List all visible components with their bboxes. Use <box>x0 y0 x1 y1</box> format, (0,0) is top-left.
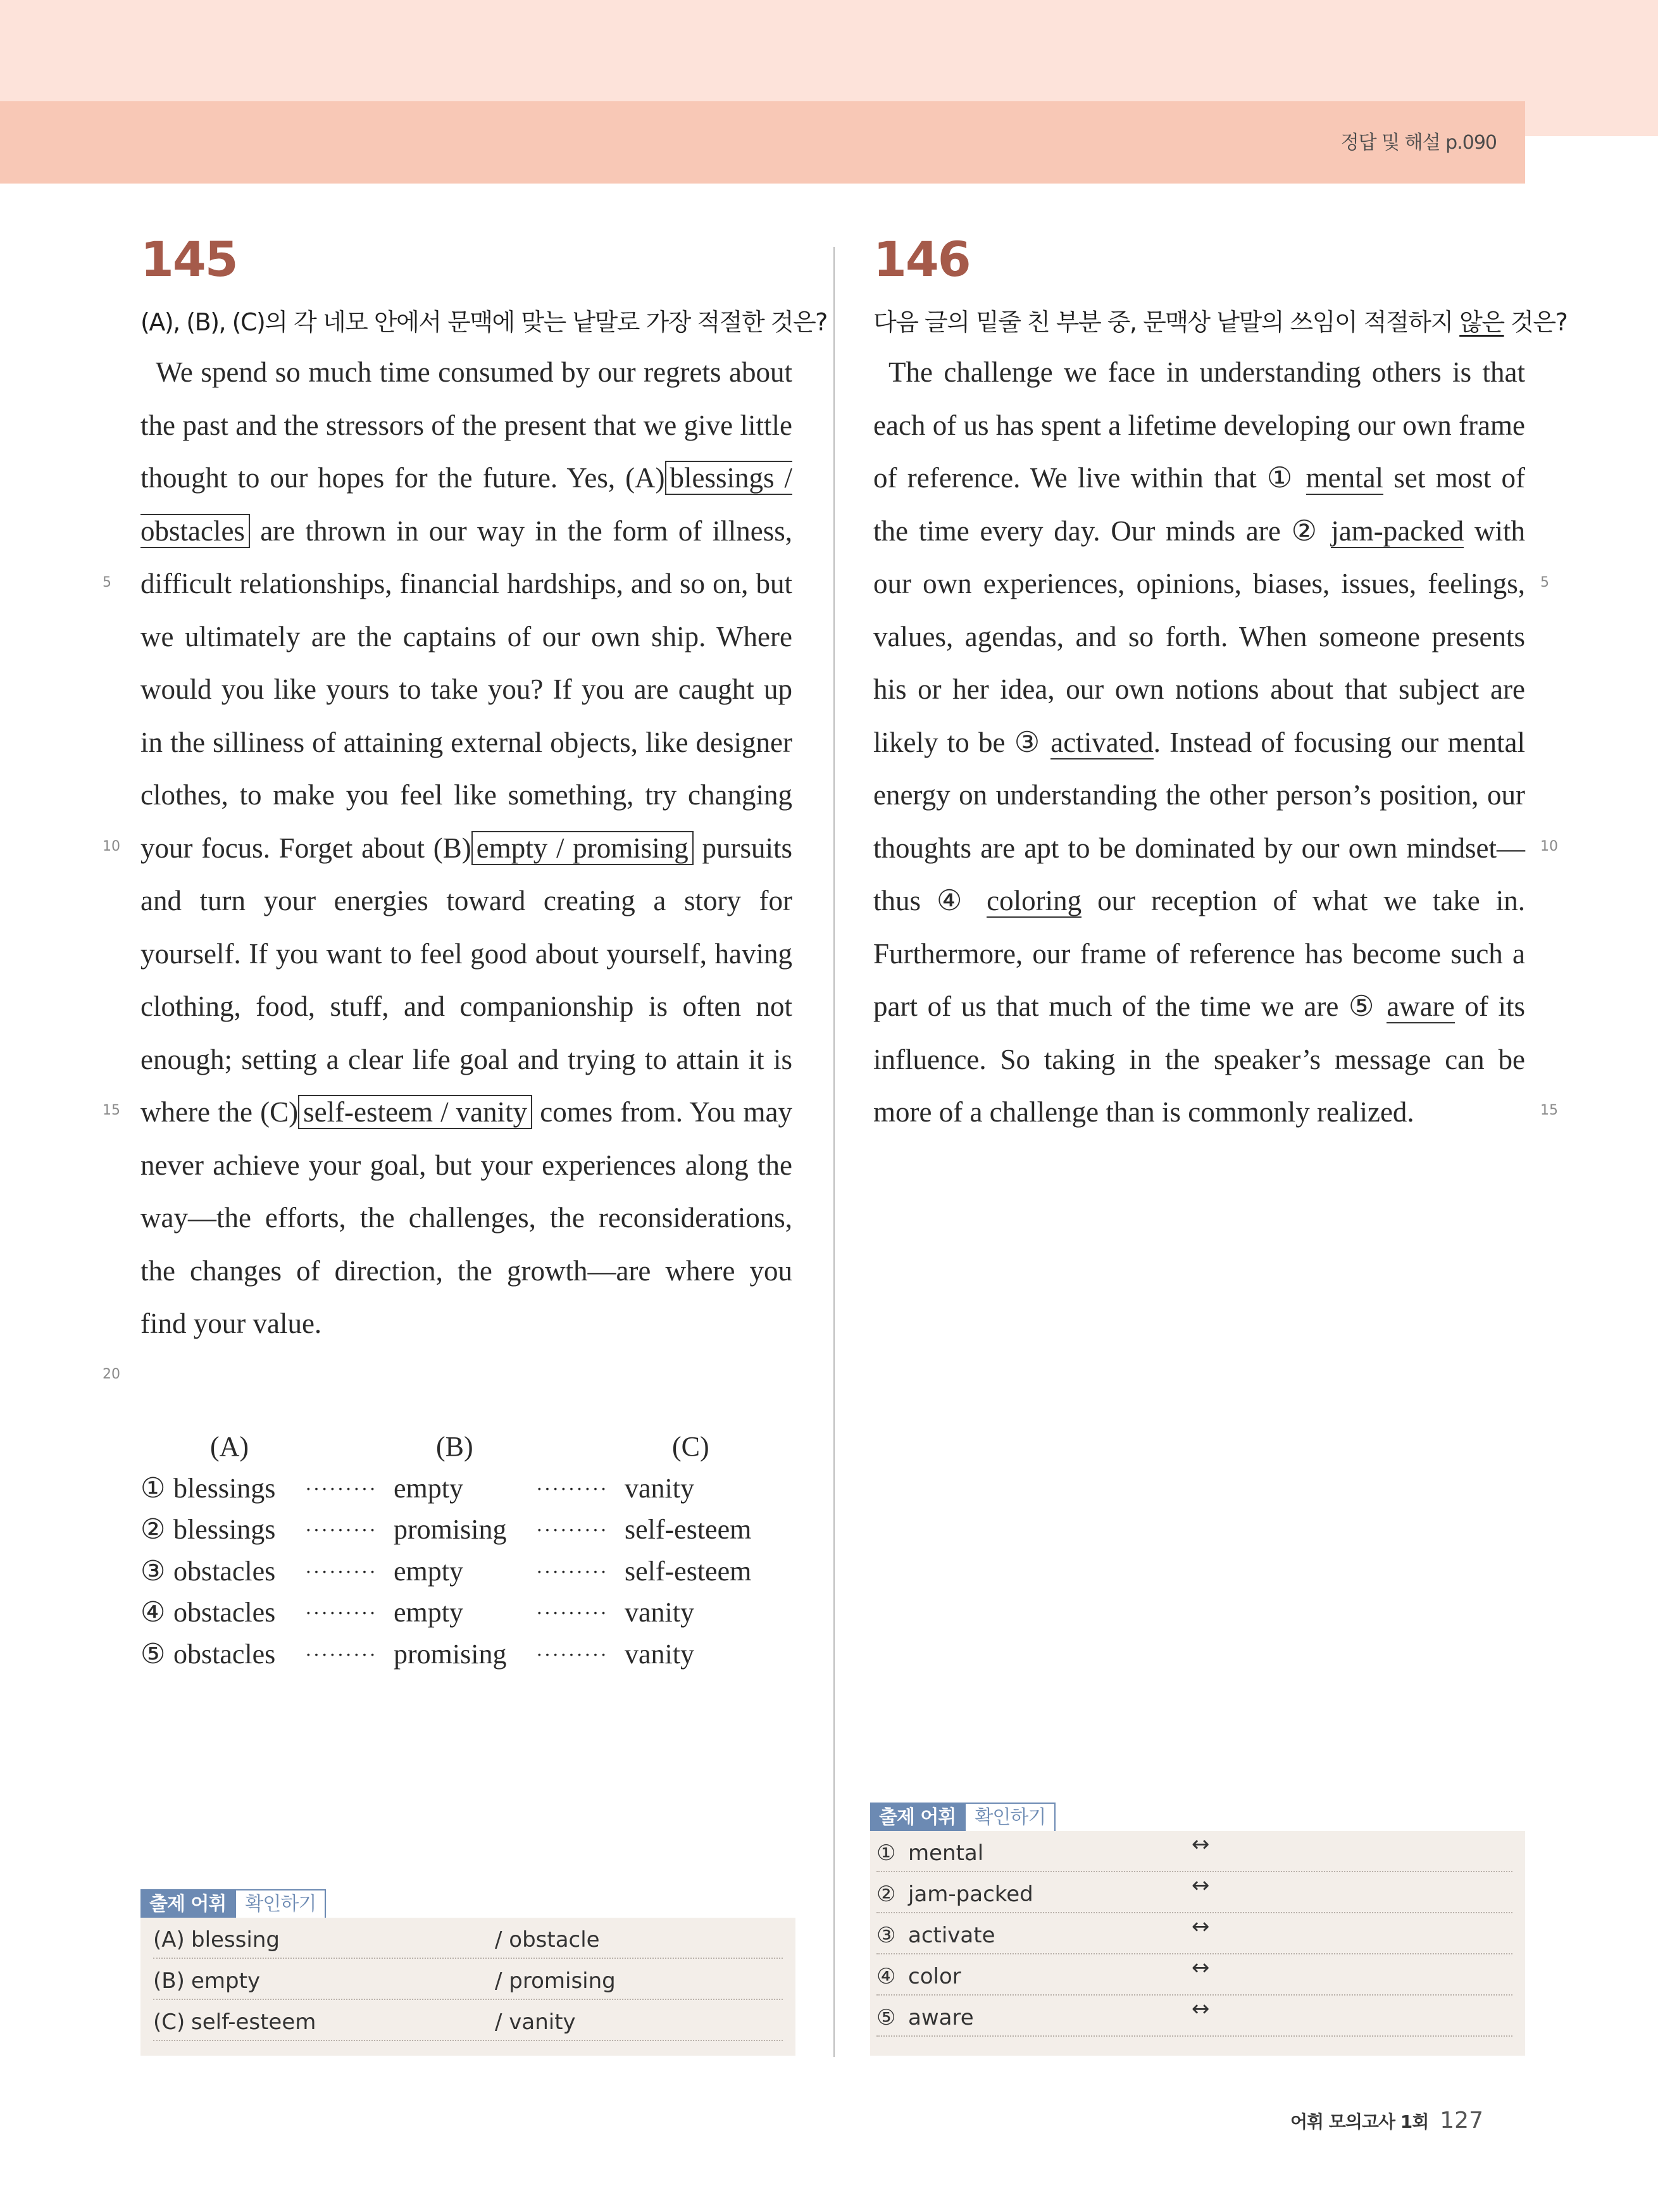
line-number: 10 <box>103 839 120 854</box>
answer-reference: 정답 및 해설 p.090 <box>1340 132 1497 154</box>
dot-leader: ········· <box>536 1601 608 1624</box>
choice-box-a: blessings / obstacles <box>140 462 792 547</box>
line-number: 10 <box>1540 839 1558 854</box>
double-arrow-icon: ↔ <box>1192 1914 1210 1939</box>
option-number: ⑤ <box>140 1638 166 1670</box>
vocab-row <box>153 2000 783 2041</box>
line-number: 15 <box>103 1103 120 1118</box>
vocab-num: ② <box>876 1882 896 1907</box>
vocab-num: ⑤ <box>876 2005 896 2030</box>
option-b: empty <box>394 1472 463 1504</box>
dot-leader: ········· <box>536 1518 608 1541</box>
vocab-tag-sub: 확인하기 <box>235 1889 326 1920</box>
vocab-pair: / promising <box>495 1968 616 1994</box>
vocab-tag-sub: 확인하기 <box>964 1803 1056 1833</box>
vocab-num: ④ <box>876 1964 896 1989</box>
vocab-row <box>876 1872 1512 1913</box>
option-c: vanity <box>625 1472 694 1504</box>
passage-text: We spend so much time consumed by our regrets about the past and the stressors of the present that we give little thought to our hopes for the future. Yes, (A) <box>140 356 792 494</box>
header-bar <box>0 101 1525 184</box>
option-number: ② <box>140 1514 166 1545</box>
vocab-word: jam-packed <box>908 1882 1033 1907</box>
prompt-underlined: 않은 <box>1459 308 1504 336</box>
answer-options <box>140 1430 773 1679</box>
vocab-word: mental <box>908 1840 984 1866</box>
vocab-tag-145 <box>140 1889 326 1920</box>
double-arrow-icon: ↔ <box>1192 1996 1210 2021</box>
passage-text: our reception of what we take in. Furthermore, our frame of reference has become such a part of us that much of the time we are <box>873 885 1526 1022</box>
dot-leader: ········· <box>305 1477 377 1500</box>
circled-number: ③ <box>1014 726 1042 758</box>
option-c: vanity <box>625 1597 694 1628</box>
dot-leader: ········· <box>305 1642 377 1666</box>
passage-text: set most of the time every day. Our minds are <box>873 462 1525 547</box>
option-a: blessings <box>173 1514 276 1545</box>
underlined-word-2: jam-packed <box>1331 515 1464 547</box>
option-a: blessings <box>173 1472 276 1504</box>
underlined-word-3: activated <box>1050 726 1154 758</box>
vocab-tag-main: 출제 어휘 <box>140 1889 235 1920</box>
question-prompt-145: (A), (B), (C)의 각 네모 안에서 문맥에 맞는 낱말로 가장 적절한 것은? <box>140 308 827 336</box>
circled-number: ④ <box>937 885 971 916</box>
underlined-word-1: mental <box>1306 462 1384 494</box>
option-2[interactable] <box>140 1513 773 1555</box>
option-c: vanity <box>625 1638 694 1670</box>
passage-145 <box>140 346 792 1351</box>
question-prompt-146 <box>873 303 1567 337</box>
option-a: obstacles <box>173 1597 276 1628</box>
double-arrow-icon: ↔ <box>1192 1955 1210 1980</box>
vocab-row <box>876 1831 1512 1872</box>
vocab-label: (B) <box>153 1968 185 1994</box>
dot-leader: ········· <box>305 1559 377 1583</box>
vocab-tag-main: 출제 어휘 <box>870 1803 964 1833</box>
passage-146 <box>873 346 1525 1139</box>
circled-number: ② <box>1291 515 1321 547</box>
option-c: self-esteem <box>625 1514 752 1545</box>
page-footer <box>1290 2108 1483 2134</box>
header-b: (B) <box>436 1431 473 1462</box>
underlined-word-4: coloring <box>987 885 1082 916</box>
option-5[interactable] <box>140 1638 773 1680</box>
vocab-word: blessing <box>191 1927 280 1953</box>
passage-text: The challenge we face in understanding others is that each of us has spent a lifetime developing our own frame of reference. We live within that <box>873 356 1525 494</box>
option-number: ① <box>140 1472 166 1504</box>
option-a: obstacles <box>173 1555 276 1587</box>
vocab-row <box>153 1918 783 1959</box>
option-a: obstacles <box>173 1638 276 1670</box>
line-number: 20 <box>103 1366 120 1382</box>
option-number: ④ <box>140 1597 166 1628</box>
vocab-pair: / vanity <box>495 2009 576 2035</box>
line-number: 5 <box>103 575 111 590</box>
vocab-row <box>876 1996 1512 2037</box>
choice-box-c: self-esteem / vanity <box>298 1095 532 1129</box>
circled-number: ⑤ <box>1348 990 1377 1022</box>
vocab-label: (A) <box>153 1927 185 1953</box>
vocab-row <box>876 1913 1512 1954</box>
option-1[interactable] <box>140 1472 773 1514</box>
prompt-text: 것은? <box>1504 308 1568 336</box>
header-a: (A) <box>210 1431 249 1462</box>
option-c: self-esteem <box>625 1555 752 1587</box>
vocab-pair: / obstacle <box>495 1927 600 1953</box>
vocab-word: aware <box>908 2005 974 2030</box>
vocab-box-145 <box>140 1918 795 2056</box>
option-b: empty <box>394 1555 463 1587</box>
vocab-word: color <box>908 1964 961 1989</box>
column-divider <box>833 247 835 2057</box>
option-4[interactable] <box>140 1596 773 1638</box>
prompt-text: 다음 글의 밑줄 친 부분 중, 문맥상 낱말의 쓰임이 적절하지 <box>873 308 1460 336</box>
footer-label: 어휘 모의고사 1회 <box>1290 2111 1429 2132</box>
passage-text: comes from. You may never achieve your goal, but your experiences along the way—the efforts, the challenges, the reconsiderations, the changes of direction, the growth—are where you find your value. <box>140 1096 792 1339</box>
double-arrow-icon: ↔ <box>1192 1832 1210 1857</box>
vocab-label: (C) <box>153 2009 185 2035</box>
vocab-tag-146 <box>870 1803 1056 1833</box>
option-b: empty <box>394 1597 463 1628</box>
page-number: 127 <box>1440 2108 1483 2134</box>
passage-text: with our own experiences, opinions, biases, issues, feelings, values, agendas, and so forth. When someone presents his or her idea, our own notions about that subject are likely to be <box>873 515 1526 758</box>
vocab-row <box>876 1954 1512 1996</box>
question-number-145: 145 <box>140 231 237 287</box>
vocab-word: empty <box>191 1968 261 1994</box>
passage-text: pursuits and turn your energies toward creating a story for yourself. If you want to feel good about yourself, having clothing, food, stuff, and companionship is often not enough; setting a clear life goal and trying to attain it is where the (C) <box>140 832 792 1128</box>
option-b: promising <box>394 1638 507 1670</box>
option-number: ③ <box>140 1555 166 1587</box>
dot-leader: ········· <box>305 1518 377 1541</box>
underlined-word-5: aware <box>1387 990 1455 1022</box>
line-number: 15 <box>1540 1103 1558 1118</box>
circled-number: ① <box>1266 462 1296 494</box>
double-arrow-icon: ↔ <box>1192 1873 1210 1898</box>
header-c: (C) <box>672 1431 709 1462</box>
options-header <box>140 1430 773 1472</box>
vocab-box-146 <box>870 1831 1525 2056</box>
vocab-num: ③ <box>876 1923 896 1948</box>
passage-text: are thrown in our way in the form of illness, difficult relationships, financial hardships, and so on, but we ultimately are the captains of our own ship. Where would you like yours to take you? If you are caught up in the silliness of attaining external objects, like designer clothes, to make you feel like something, try changing your focus. Forget about (B) <box>140 515 792 864</box>
line-number: 5 <box>1540 575 1549 590</box>
dot-leader: ········· <box>305 1601 377 1624</box>
dot-leader: ········· <box>536 1559 608 1583</box>
passage-text: of its influence. So taking in the speaker’s message can be more of a challenge than is commonly realized. <box>873 990 1525 1128</box>
vocab-row <box>153 1959 783 2000</box>
dot-leader: ········· <box>536 1477 608 1500</box>
option-3[interactable] <box>140 1555 773 1597</box>
vocab-word: self-esteem <box>191 2009 316 2035</box>
passage-text: . Instead of focusing our mental energy on understanding the other person’s position, our thoughts are apt to be dominated by our own mindset—thus <box>873 726 1525 916</box>
dot-leader: ········· <box>536 1642 608 1666</box>
choice-box-b: empty / promising <box>471 831 694 865</box>
vocab-num: ① <box>876 1840 896 1866</box>
option-b: promising <box>394 1514 507 1545</box>
question-number-146: 146 <box>873 231 970 287</box>
vocab-word: activate <box>908 1923 995 1948</box>
